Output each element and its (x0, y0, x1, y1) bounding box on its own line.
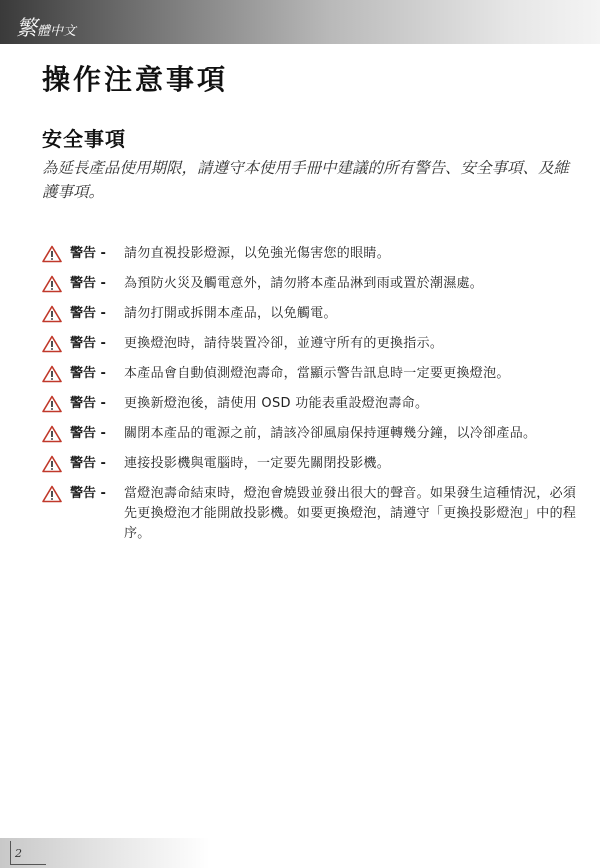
warning-label: 警告 - (70, 456, 106, 471)
page-title: 操作注意事項 (42, 63, 229, 96)
warning-text: 為預防火災及觸電意外，請勿將本產品淋到雨或置於潮濕處。 (124, 276, 484, 291)
warning-text: 請勿打開或拆開本產品，以免觸電。 (124, 306, 337, 321)
warning-text: 當燈泡壽命結束時，燈泡會燒毀並發出很大的聲音。如果發生這種情況，必須先更換燈泡才能開啟投影機。如要更換燈泡，請遵守「更換投影燈泡」中的程序。 (124, 486, 577, 541)
warning-triangle-icon (42, 485, 62, 503)
footer-rule-vertical (10, 841, 11, 865)
page-number: 2 (15, 847, 22, 860)
language-label-small: 體中文 (37, 24, 77, 39)
footer-rule-horizontal (10, 864, 46, 865)
warning-item (42, 334, 577, 354)
intro-paragraph: 為延長產品使用期限，請遵守本使用手冊中建議的所有警告、安全事項、及維護事項。 (42, 159, 570, 201)
warning-triangle-icon (42, 275, 62, 293)
warning-label: 警告 - (70, 396, 106, 411)
warning-item (42, 364, 577, 384)
warning-text: 關閉本產品的電源之前，請該冷卻風扇保持運轉幾分鐘，以冷卻產品。 (124, 426, 537, 441)
section-title: 安全事項 (42, 127, 126, 151)
warning-item (42, 244, 577, 264)
warning-label: 警告 - (70, 366, 106, 381)
warning-label: 警告 - (70, 246, 106, 261)
header-band (0, 0, 600, 44)
warning-list (42, 244, 577, 554)
language-label-big: 繁 (16, 16, 37, 40)
warning-text: 本產品會自動偵測燈泡壽命，當顯示警告訊息時一定要更換燈泡。 (124, 366, 510, 381)
warning-triangle-icon (42, 395, 62, 413)
warning-label: 警告 - (70, 426, 106, 441)
warning-item (42, 454, 577, 474)
warning-item (42, 394, 577, 414)
warning-text: 更換燈泡時，請待裝置冷卻，並遵守所有的更換指示。 (124, 336, 444, 351)
warning-text: 更換新燈泡後，請使用 OSD 功能表重設燈泡壽命。 (124, 396, 429, 411)
warning-item (42, 484, 577, 544)
footer-band (0, 838, 210, 868)
warning-item (42, 424, 577, 444)
warning-label: 警告 - (70, 336, 106, 351)
warning-triangle-icon (42, 455, 62, 473)
warning-label: 警告 - (70, 276, 106, 291)
warning-item (42, 274, 577, 294)
warning-label: 警告 - (70, 306, 106, 321)
warning-text: 請勿直視投影燈源，以免強光傷害您的眼睛。 (124, 246, 391, 261)
warning-label: 警告 - (70, 486, 106, 501)
warning-triangle-icon (42, 335, 62, 353)
warning-item (42, 304, 577, 324)
warning-triangle-icon (42, 245, 62, 263)
warning-triangle-icon (42, 425, 62, 443)
language-label (16, 12, 76, 42)
warning-triangle-icon (42, 365, 62, 383)
warning-text: 連接投影機與電腦時，一定要先關閉投影機。 (124, 456, 391, 471)
warning-triangle-icon (42, 305, 62, 323)
